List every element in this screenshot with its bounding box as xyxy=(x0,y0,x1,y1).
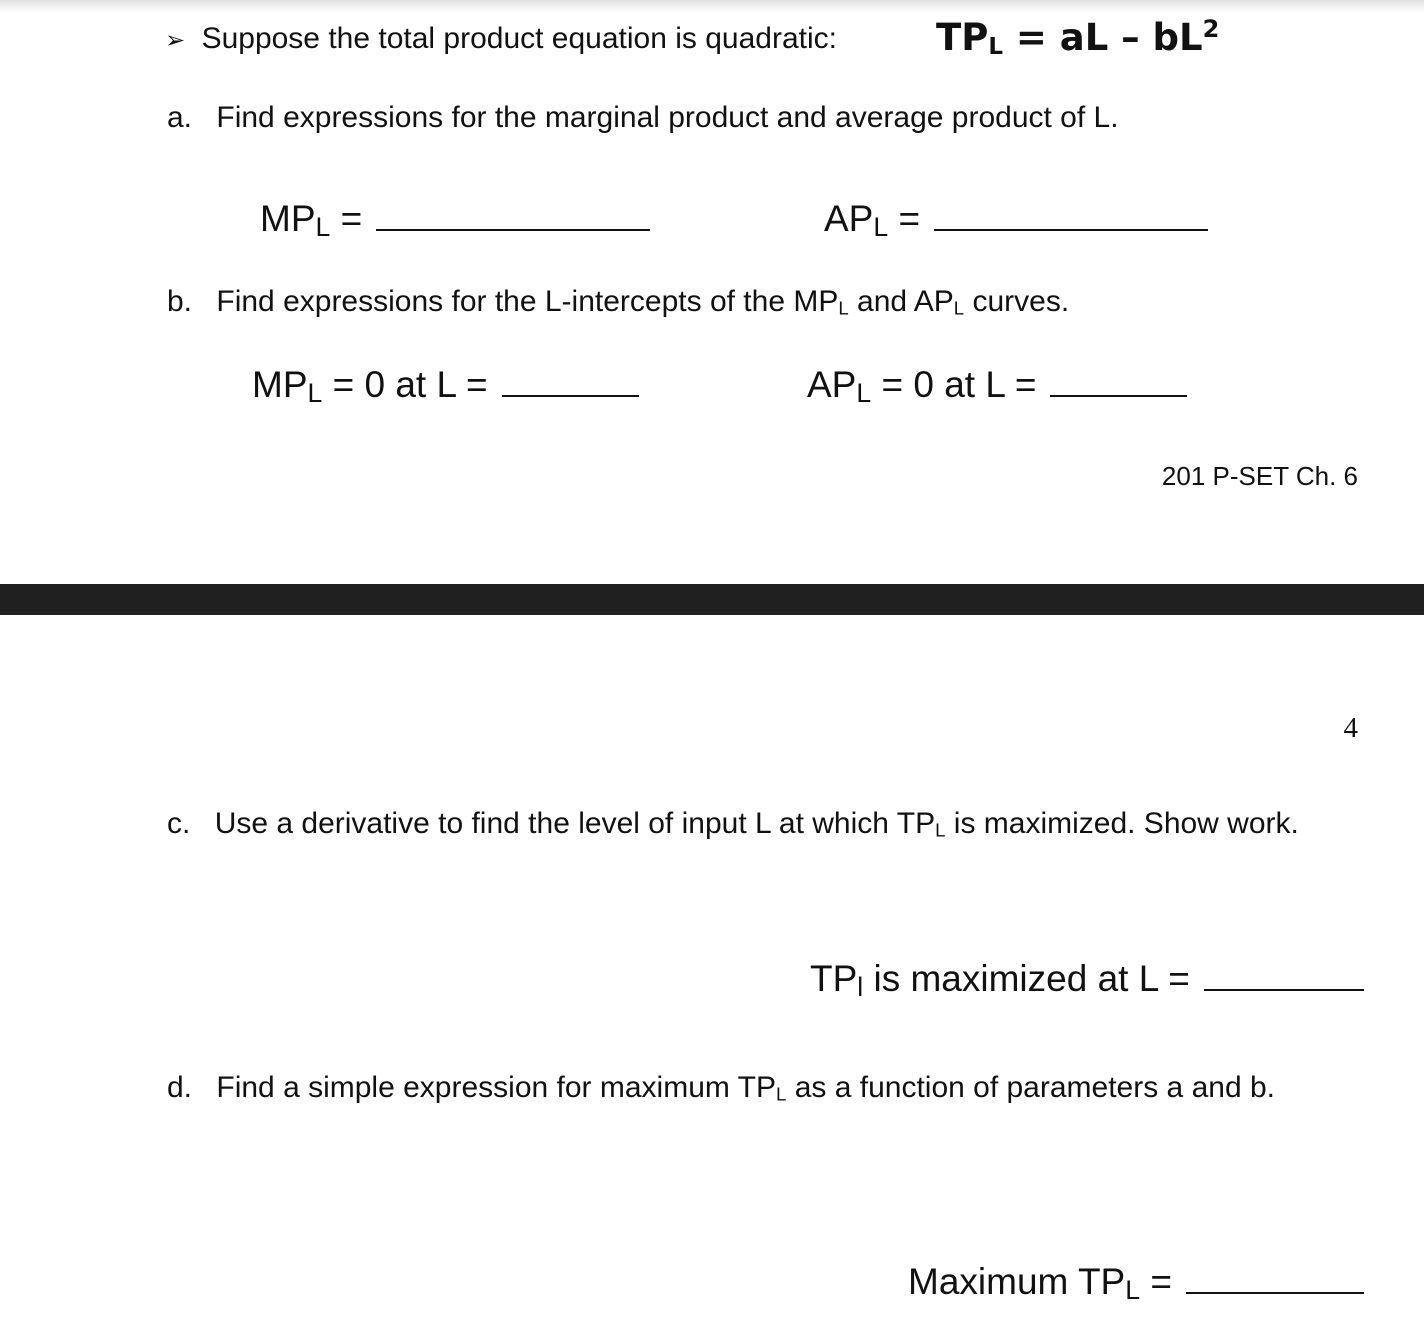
part-a-label: a. xyxy=(167,101,193,134)
ap-label: AP xyxy=(824,198,874,239)
part-b-text xyxy=(216,285,1069,318)
part-c-label: c. xyxy=(167,807,191,840)
part-a-question xyxy=(167,101,1119,135)
top-shadow xyxy=(0,0,1424,12)
part-c-text xyxy=(215,807,1299,840)
ap-answer-blank[interactable] xyxy=(934,228,1208,231)
tp-max-suffix: is maximized at L = xyxy=(863,958,1190,999)
part-b-label: b. xyxy=(167,285,193,318)
page-number: 4 xyxy=(1343,712,1358,744)
part-b-sub-2: L xyxy=(953,297,965,319)
tp-equation-lhs: TP xyxy=(936,16,989,59)
mp-label: MP xyxy=(260,198,316,239)
part-d-question xyxy=(167,1071,1275,1105)
part-c-sub: L xyxy=(935,819,946,841)
ap-intercept-blank[interactable] xyxy=(1050,394,1187,397)
ap-intercept-label: AP xyxy=(807,364,857,405)
ap-intercept-equals: = 0 at L = xyxy=(871,364,1037,405)
part-b-text-3: curves. xyxy=(964,285,1070,318)
part-c-text-2: is maximized. Show work. xyxy=(945,807,1299,840)
tp-equation xyxy=(936,16,1219,60)
part-d-text-1: Find a simple expression for maximum TP xyxy=(216,1071,777,1104)
part-b-text-1: Find expressions for the L-intercepts of the MP xyxy=(216,285,839,318)
ap-expression-answer xyxy=(824,198,1208,243)
mp-answer-blank[interactable] xyxy=(376,228,650,231)
mp-intercept-blank[interactable] xyxy=(502,394,639,397)
page-divider xyxy=(0,584,1424,615)
mp-label-sub: L xyxy=(315,211,331,242)
ap-intercept-sub: L xyxy=(856,377,872,408)
tp-max-blank[interactable] xyxy=(1204,988,1364,991)
tp-max-label: TP xyxy=(810,958,858,999)
mp-intercept-sub: L xyxy=(307,377,323,408)
tp-equation-exponent: 2 xyxy=(1202,14,1220,43)
max-tp-blank[interactable] xyxy=(1186,1291,1364,1294)
max-tp-sub: L xyxy=(1125,1274,1141,1305)
max-tp-equals: = xyxy=(1140,1261,1172,1302)
ap-equals: = xyxy=(888,198,921,239)
tp-equation-lhs-sub: L xyxy=(988,34,1003,61)
intro-text: Suppose the total product equation is quadratic: xyxy=(201,22,837,55)
part-b-sub-1: L xyxy=(838,297,849,319)
part-c-question xyxy=(167,807,1299,841)
footer-label: 201 P-SET Ch. 6 xyxy=(1161,461,1358,491)
ap-label-sub: L xyxy=(873,211,889,242)
part-b-text-2: and AP xyxy=(848,285,954,318)
part-c-text-1: Use a derivative to find the level of input L at which TP xyxy=(214,807,936,840)
tp-equation-rhs: = aL – bL xyxy=(1002,16,1203,59)
part-b-question xyxy=(167,285,1069,319)
tp-max-answer xyxy=(810,958,1364,1003)
mp-equals: = xyxy=(330,198,363,239)
intro-line xyxy=(165,22,837,56)
part-a-text: Find expressions for the marginal product and average product of L. xyxy=(216,101,1119,134)
mp-intercept-answer xyxy=(252,364,639,409)
max-tp-label: Maximum TP xyxy=(908,1261,1126,1302)
arrowhead-bullet-icon: ➢ xyxy=(165,27,186,54)
mp-intercept-equals: = 0 at L = xyxy=(322,364,488,405)
part-d-sub: L xyxy=(776,1083,787,1105)
ap-intercept-answer xyxy=(807,364,1187,409)
mp-intercept-label: MP xyxy=(252,364,308,405)
part-d-label: d. xyxy=(167,1071,193,1104)
max-tp-answer xyxy=(908,1261,1364,1306)
tp-max-sub: l xyxy=(857,971,864,1002)
part-d-text xyxy=(216,1071,1275,1104)
mp-expression-answer xyxy=(260,198,650,243)
part-d-text-2: as a function of parameters a and b. xyxy=(786,1071,1275,1104)
